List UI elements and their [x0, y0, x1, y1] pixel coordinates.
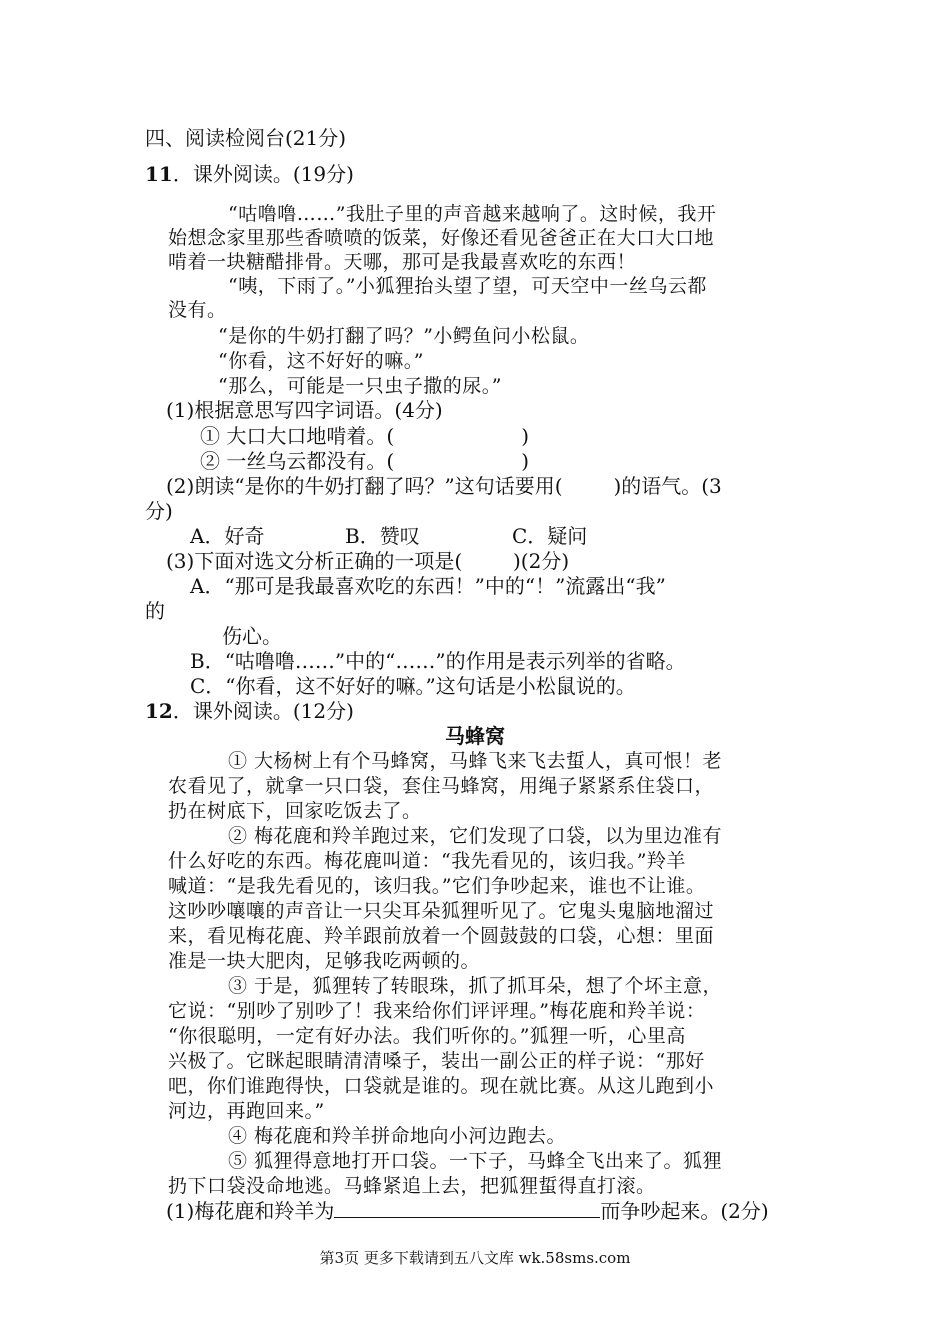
q12-passage-line: ② 梅花鹿和羚羊跑过来，它们发现了口袋，以为里边准有: [228, 825, 723, 847]
q12-passage-line: 吧，你们谁跑得快，口袋就是谁的。现在就比赛。从这儿跑到小: [168, 1075, 715, 1097]
q11-sub1-item1: ① 大口大口地啃着。( ): [200, 424, 530, 448]
q11-sub1-item2: ② 一丝乌云都没有。( ): [200, 449, 530, 473]
question-12-number: 12: [145, 699, 173, 723]
q11-passage-line: “咕噜噜……”我肚子里的声音越来越响了。这时候，我开: [228, 203, 717, 225]
q11-sub2-prompt-cont: 分): [145, 499, 173, 523]
q11-passage-line: “咦，下雨了。”小狐狸抬头望了望，可天空中一丝乌云都: [228, 275, 707, 297]
question-11-title: ．课外阅读。(19分): [172, 162, 354, 186]
q11-sub3-option-a-cont: 伤心。: [222, 624, 282, 648]
q11-passage-line: “是你的牛奶打翻了吗？”小鳄鱼问小松鼠。: [218, 325, 590, 347]
q12-passage-line: “你很聪明，一定有好办法。我们听你的。”狐狸一听，心里高: [168, 1025, 686, 1047]
passage-title: 马蜂窝: [445, 724, 505, 748]
q11-sub2-option-a: A．好奇: [190, 524, 265, 548]
q12-passage-line: ③ 于是，狐狸转了转眼珠，抓了抓耳朵，想了个坏主意，: [228, 975, 723, 997]
question-11-number: 11: [145, 162, 173, 186]
q12-passage-line: 农看见了，就拿一只口袋，套住马蜂窝，用绳子紧紧系住袋口，: [168, 775, 715, 797]
page-footer: 第3页 更多下载请到五八文库 wk.58sms.com: [319, 1249, 631, 1267]
q11-sub2-prompt: (2)朗读“是你的牛奶打翻了吗？”这句话要用( )的语气。(3: [166, 474, 722, 498]
q11-sub2-option-b: B．赞叹: [345, 524, 420, 548]
q12-sub1-prompt: [166, 1199, 769, 1223]
q11-sub3-option-c: C．“你看，这不好好的嘛。”这句话是小松鼠说的。: [190, 674, 636, 698]
q11-sub3-option-a-cont: 的: [145, 599, 165, 623]
q12-passage-line: 来，看见梅花鹿、羚羊跟前放着一个圆鼓鼓的口袋，心想：里面: [168, 925, 715, 947]
q11-sub3-option-b: B．“咕噜噜……”中的“……”的作用是表示列举的省略。: [190, 649, 686, 673]
q12-passage-line: ① 大杨树上有个马蜂窝，马蜂飞来飞去蜇人，真可恨！老: [228, 750, 723, 772]
question-12-heading: [145, 699, 354, 723]
q12-passage-line: 它说：“别吵了别吵了！我来给你们评评理。”梅花鹿和羚羊说：: [168, 1000, 706, 1022]
q11-passage-line: 始想念家里那些香喷喷的饭菜，好像还看见爸爸正在大口大口地: [168, 227, 715, 249]
question-12-title: ．课外阅读。(12分): [172, 699, 354, 723]
q11-sub2-option-c: C．疑问: [512, 524, 588, 548]
q12-passage-line: 准是一块大肥肉，足够我吃两顿的。: [168, 950, 481, 972]
q11-passage-line: 啃着一块糖醋排骨。天哪，那可是我最喜欢吃的东西！: [168, 251, 637, 273]
section-header: 四、阅读检阅台(21分): [145, 126, 347, 150]
q11-sub1-prompt: (1)根据意思写四字词语。(4分): [166, 398, 443, 422]
q11-sub3-option-a: A．“那可是我最喜欢吃的东西！”中的“！”流露出“我”: [190, 574, 666, 598]
q12-passage-line: 这吵吵嚷嚷的声音让一只尖耳朵狐狸听见了。它鬼头鬼脑地溜过: [168, 900, 715, 922]
q11-passage-line: 没有。: [168, 299, 227, 321]
q12-passage-line: 扔下口袋没命地逃。马蜂紧追上去，把狐狸蜇得直打滚。: [168, 1175, 656, 1197]
q12-passage-line: 什么好吃的东西。梅花鹿叫道：“我先看见的，该归我。”羚羊: [168, 850, 686, 872]
q12-passage-line: ④ 梅花鹿和羚羊拼命地向小河边跑去。: [228, 1125, 567, 1147]
q12-sub1-suffix: 而争吵起来。(2分): [600, 1199, 769, 1223]
q12-passage-line: 喊道：“是我先看见的，该归我。”它们争吵起来，谁也不让谁。: [168, 875, 706, 897]
question-11-heading: [145, 162, 354, 186]
answer-blank[interactable]: [334, 1199, 600, 1218]
q12-passage-line: 兴极了。它眯起眼睛清清嗓子，装出一副公正的样子说：“那好: [168, 1050, 705, 1072]
q12-passage-line: 河边，再跑回来。”: [168, 1100, 325, 1122]
q12-sub1-prefix: (1)梅花鹿和羚羊为: [166, 1199, 335, 1223]
q11-passage-line: “你看，这不好好的嘛。”: [218, 350, 424, 372]
q12-passage-line: ⑤ 狐狸得意地打开口袋。一下子，马蜂全飞出来了。狐狸: [228, 1150, 723, 1172]
q11-sub3-prompt: (3)下面对选文分析正确的一项是( )(2分): [166, 549, 570, 573]
q11-passage-line: “那么，可能是一只虫子撒的尿。”: [218, 375, 502, 397]
q12-passage-line: 扔在树底下，回家吃饭去了。: [168, 800, 422, 822]
